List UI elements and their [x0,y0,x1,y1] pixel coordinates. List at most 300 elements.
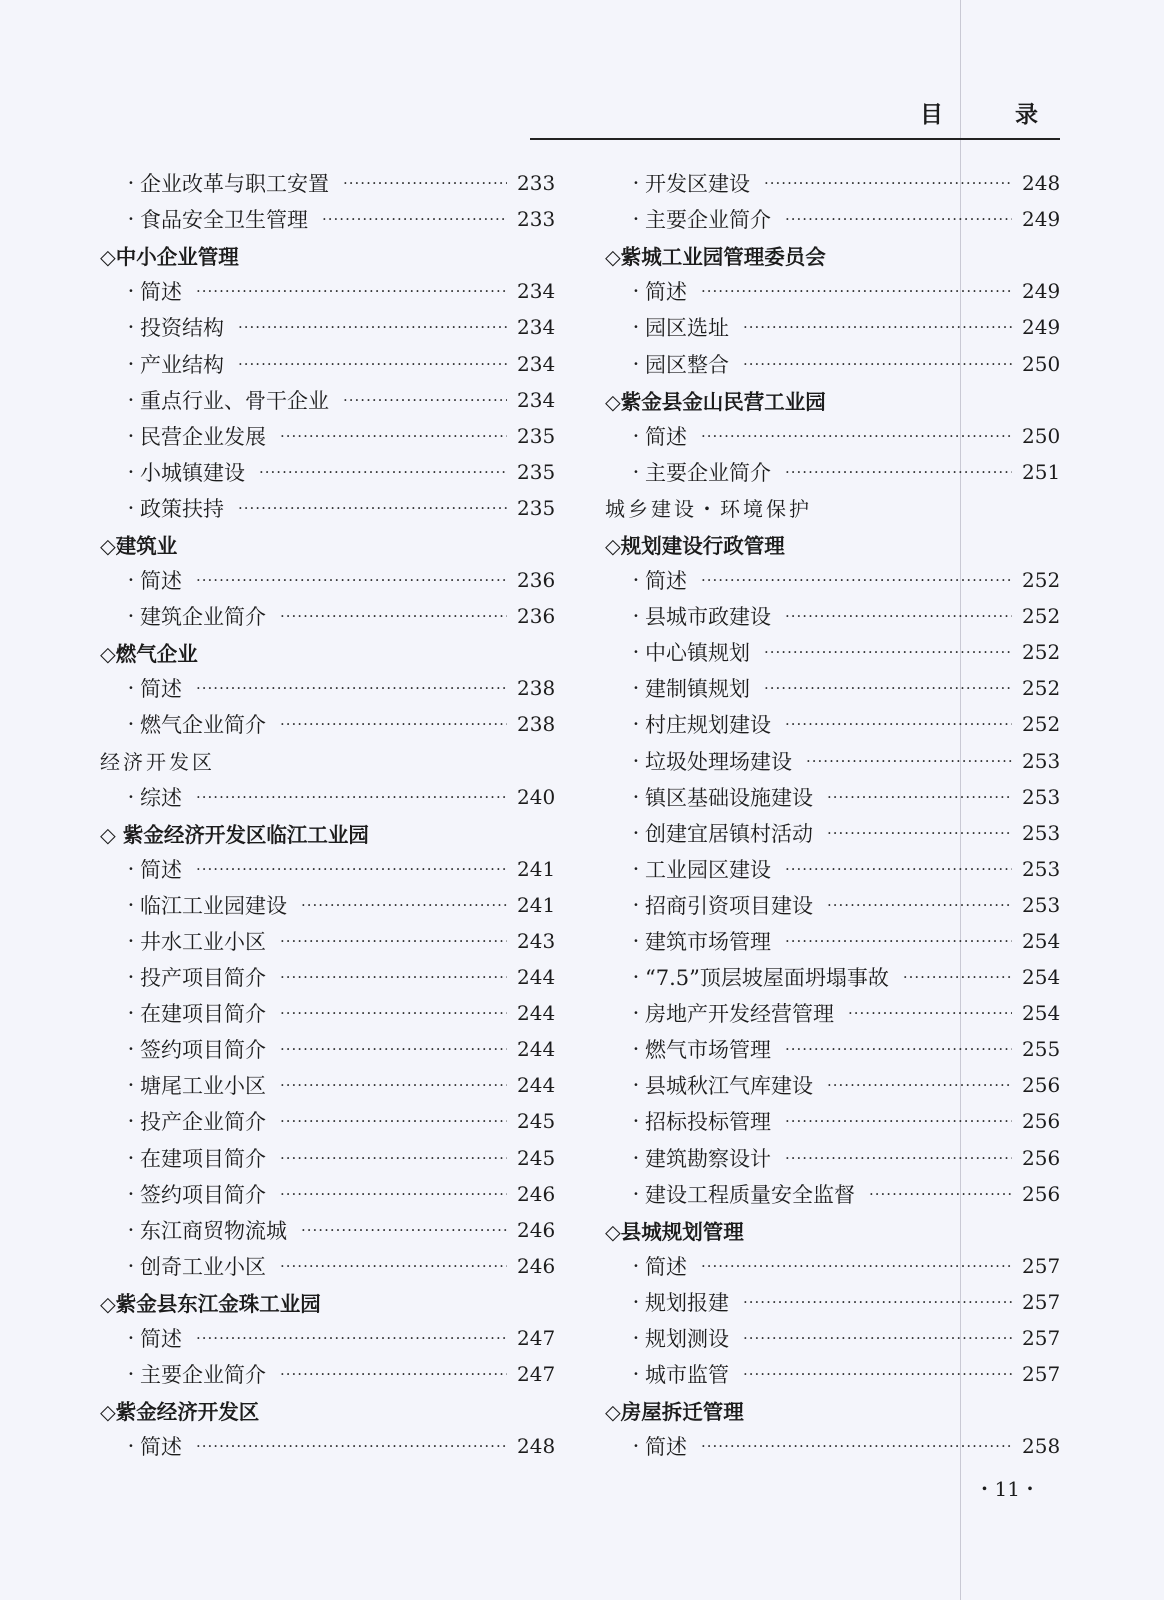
dot-leader [743,1293,1012,1311]
bullet-dot-icon: · [632,604,640,629]
toc-entry-title: 临江工业园建设 [140,893,287,918]
bullet-dot-icon: · [127,1181,135,1206]
bullet-dot-icon: · [127,1001,135,1026]
toc-entry-page: 257 [1022,1289,1061,1314]
toc-entry-page: 235 [517,495,556,520]
dot-leader [280,1257,507,1275]
bullet-dot-icon: · [632,1037,640,1062]
toc-entry-title: 简述 [140,1435,182,1460]
toc-entry-title: 签约项目简介 [140,1038,266,1063]
toc-entry-title: 镇区基础设施建设 [645,785,813,810]
dot-leader [764,643,1012,661]
toc-entry-title: 园区整合 [645,352,729,377]
dot-leader [238,499,507,517]
bullet-dot-icon: · [127,423,135,448]
bullet-dot-icon: · [127,495,135,520]
bullet-dot-icon: · [632,351,640,376]
dot-leader [827,896,1012,914]
dot-leader [280,1040,507,1058]
toc-entry-title: 村庄规划建设 [645,713,771,738]
toc-entry [100,851,555,887]
toc-entry-title: 房地产开发经营管理 [645,1002,834,1027]
toc-entry-page: 254 [1022,929,1061,954]
toc-entry-page: 254 [1022,965,1061,990]
toc-entry-page: 256 [1022,1145,1061,1170]
bullet-dot-icon: · [632,676,640,701]
toc-entry [605,887,1060,923]
dot-leader [869,1185,1012,1203]
toc-entry [605,345,1060,381]
toc-entry-title: 创建宜居镇村活动 [645,821,813,846]
toc-entry-title: 主要企业简介 [645,460,771,485]
toc-entry [100,165,555,201]
bullet-dot-icon: · [127,676,135,701]
toc-entry [100,345,555,381]
toc-entry [605,201,1060,237]
bullet-dot-icon: · [632,929,640,954]
bullet-dot-icon: · [632,784,640,809]
toc-entry [605,670,1060,706]
toc-entry-page: 245 [517,1109,556,1134]
toc-entry [100,201,555,237]
dot-leader [196,571,507,589]
toc-entry [605,923,1060,959]
bullet-dot-icon: · [632,1253,640,1278]
dot-leader [785,1040,1012,1058]
toc-entry [605,743,1060,779]
dot-leader [280,1149,507,1167]
dot-leader [196,860,507,878]
bullet-dot-icon: · [632,1362,640,1387]
toc-entry [605,634,1060,670]
dot-leader [343,391,507,409]
bullet-dot-icon: · [632,640,640,665]
header-title: 目 录 [919,102,1070,128]
toc-entry-page: 241 [517,892,556,917]
toc-category-heading: ◇ 紫金经济开发区临江工业园 [100,822,369,847]
dot-leader [827,1076,1012,1094]
toc-entry-page: 243 [517,929,556,954]
toc-entry-page: 253 [1022,856,1061,881]
bullet-dot-icon: · [127,892,135,917]
bullet-dot-icon: · [632,820,640,845]
dot-leader [196,1437,507,1455]
dot-leader [785,210,1012,228]
toc-entry-page: 250 [1022,423,1061,448]
toc-entry [605,995,1060,1031]
bullet-dot-icon: · [127,1217,135,1242]
toc-entry-page: 236 [517,604,556,629]
toc-entry-page: 249 [1022,315,1061,340]
bullet-dot-icon: · [127,1037,135,1062]
toc-entry-title: 投产企业简介 [140,1110,266,1135]
bullet-dot-icon: · [632,459,640,484]
toc-entry-page: 253 [1022,892,1061,917]
toc-entry-page: 238 [517,676,556,701]
toc-entry-page: 244 [517,965,556,990]
dot-leader [827,788,1012,806]
toc-entry-title: 招标投标管理 [645,1110,771,1135]
bullet-dot-icon: · [632,1326,640,1351]
toc-entry [100,779,555,815]
dot-leader [196,788,507,806]
toc-entry-page: 246 [517,1217,556,1242]
toc-entry-title: 主要企业简介 [645,208,771,233]
dot-leader [280,1076,507,1094]
bullet-dot-icon: · [127,387,135,412]
dot-leader [280,427,507,445]
toc-entry-title: 重点行业、骨干企业 [140,388,329,413]
toc-entry-title: 建筑勘察设计 [645,1146,771,1171]
dot-leader [701,571,1012,589]
toc-entry [605,1320,1060,1356]
toc-entry-title: 中心镇规划 [645,641,750,666]
dot-leader [280,1185,507,1203]
toc-entry-title: 建设工程质量安全监督 [645,1182,855,1207]
bullet-dot-icon: · [127,1109,135,1134]
dot-leader [280,968,507,986]
dot-leader [301,1221,507,1239]
toc-entry-page: 252 [1022,712,1061,737]
toc-entry-title: 垃圾处理场建设 [645,749,792,774]
dot-leader [280,607,507,625]
toc-entry-page: 253 [1022,748,1061,773]
toc-entry-title: 塘尾工业小区 [140,1074,266,1099]
toc-entry [605,706,1060,742]
bullet-dot-icon: · [127,1073,135,1098]
bullet-dot-icon: · [127,459,135,484]
toc-entry-page: 235 [517,459,556,484]
toc-entry [605,165,1060,201]
toc-entry-page: 236 [517,568,556,593]
dot-leader [785,715,1012,733]
page-number: ・11・ [974,1477,1040,1501]
toc-entry-title: 建制镇规划 [645,677,750,702]
toc-entry [100,1140,555,1176]
toc-category-heading: ◇紫金县东江金珠工业园 [100,1291,321,1316]
toc-entry [100,1428,555,1464]
toc-entry-title: 企业改革与职工安置 [140,172,329,197]
bullet-dot-icon: · [127,351,135,376]
toc-entry-page: 240 [517,784,556,809]
dot-leader [701,1437,1012,1455]
bullet-dot-icon: · [127,929,135,954]
toc-entry-page: 255 [1022,1037,1061,1062]
toc-entry [100,598,555,634]
bullet-dot-icon: · [632,965,640,990]
toc-entry [100,1176,555,1212]
toc-entry-page: 247 [517,1362,556,1387]
toc-entry-page: 252 [1022,604,1061,629]
toc-entry-title: 小城镇建设 [140,460,245,485]
toc-entry [605,959,1060,995]
toc-entry-title: 综述 [140,785,182,810]
toc-entry-page: 238 [517,712,556,737]
bullet-dot-icon: · [632,423,640,448]
dot-leader [196,282,507,300]
toc-entry-title: 简述 [645,280,687,305]
toc-entry-page: 241 [517,856,556,881]
bullet-dot-icon: · [127,1145,135,1170]
toc-entry-title: 简述 [140,569,182,594]
toc-entry-page: 234 [517,387,556,412]
dot-leader [785,1149,1012,1167]
toc-entry [605,1284,1060,1320]
toc-entry-page: 246 [517,1181,556,1206]
toc-entry-page: 252 [1022,568,1061,593]
dot-leader [903,968,1012,986]
toc-entry-title: 民营企业发展 [140,424,266,449]
dot-leader [196,679,507,697]
bullet-dot-icon: · [127,1434,135,1459]
toc-entry-title: 简述 [140,280,182,305]
toc-entry [100,959,555,995]
toc-entry [100,670,555,706]
toc-entry-page: 256 [1022,1181,1061,1206]
toc-entry [100,995,555,1031]
toc-entry [100,1103,555,1139]
dot-leader [343,174,507,192]
toc-entry-title: 建筑企业简介 [140,605,266,630]
toc-entry-title: 简述 [140,1327,182,1352]
toc-entry-page: 234 [517,315,556,340]
bullet-dot-icon: · [127,856,135,881]
toc-entry [100,923,555,959]
toc-entry [605,851,1060,887]
toc-entry-page: 257 [1022,1326,1061,1351]
toc-entry [100,454,555,490]
dot-leader [785,860,1012,878]
dot-leader [259,463,507,481]
toc-section-heading: 城乡建设・环境保护 [605,497,812,522]
toc-entry [100,1248,555,1284]
toc-entry-title: 在建项目简介 [140,1146,266,1171]
toc-entry-title: 招商引资项目建设 [645,893,813,918]
toc-entry [100,273,555,309]
toc-entry [100,418,555,454]
bullet-dot-icon: · [632,568,640,593]
toc-entry [605,309,1060,345]
bullet-dot-icon: · [632,171,640,196]
toc-category-heading: ◇紫城工业园管理委员会 [605,245,826,270]
toc-entry [100,1356,555,1392]
dot-leader [785,1112,1012,1130]
toc-entry-title: 县城秋江气库建设 [645,1074,813,1099]
bullet-dot-icon: · [632,856,640,881]
toc-entry [605,1103,1060,1139]
toc-entry-title: 简述 [140,677,182,702]
dot-leader [196,1329,507,1347]
toc-entry [100,562,555,598]
toc-entry [605,598,1060,634]
toc-entry-page: 252 [1022,676,1061,701]
bullet-dot-icon: · [632,1434,640,1459]
toc-entry [100,309,555,345]
toc-entry-page: 248 [517,1434,556,1459]
bullet-dot-icon: · [632,1073,640,1098]
dot-leader [280,715,507,733]
toc-entry-page: 249 [1022,279,1061,304]
bullet-dot-icon: · [127,784,135,809]
dot-leader [238,318,507,336]
toc-entry [605,418,1060,454]
dot-leader [701,427,1012,445]
toc-entry-title: 园区选址 [645,316,729,341]
dot-leader [701,282,1012,300]
toc-entry-page: 244 [517,1037,556,1062]
toc-entry-title: 建筑市场管理 [645,930,771,955]
toc-entry-title: 燃气市场管理 [645,1038,771,1063]
dot-leader [785,607,1012,625]
bullet-dot-icon: · [632,1181,640,1206]
dot-leader [280,932,507,950]
bullet-dot-icon: · [632,892,640,917]
bullet-dot-icon: · [127,1326,135,1351]
dot-leader [848,1004,1012,1022]
toc-entry [605,1356,1060,1392]
toc-category-heading: ◇县城规划管理 [605,1219,744,1244]
bullet-dot-icon: · [632,1145,640,1170]
toc-entry-page: 234 [517,279,556,304]
bullet-dot-icon: · [632,1001,640,1026]
toc-entry-title: 规划报建 [645,1290,729,1315]
toc-entry [100,1067,555,1103]
dot-leader [280,1365,507,1383]
toc-entry-title: 井水工业小区 [140,930,266,955]
page-header [530,92,1070,140]
toc-entry-title: 规划测设 [645,1327,729,1352]
toc-entry-page: 244 [517,1073,556,1098]
toc-entry [605,1031,1060,1067]
toc-entry-title: 签约项目简介 [140,1182,266,1207]
dot-leader [743,1365,1012,1383]
toc-right-column [605,165,1060,1464]
bullet-dot-icon: · [127,568,135,593]
dot-leader [764,174,1012,192]
toc-category-heading: ◇规划建设行政管理 [605,533,785,558]
toc-entry-title: 创奇工业小区 [140,1254,266,1279]
bullet-dot-icon: · [127,279,135,304]
dot-leader [743,1329,1012,1347]
bullet-dot-icon: · [127,1253,135,1278]
toc-entry-title: 在建项目简介 [140,1002,266,1027]
toc-entry-page: 257 [1022,1362,1061,1387]
bullet-dot-icon: · [127,712,135,737]
bullet-dot-icon: · [127,315,135,340]
dot-leader [280,1004,507,1022]
toc-entry-page: 245 [517,1145,556,1170]
toc-entry-title: 工业园区建设 [645,857,771,882]
toc-entry-title: 县城市政建设 [645,605,771,630]
bullet-dot-icon: · [632,1289,640,1314]
toc-entry-page: 253 [1022,820,1061,845]
toc-entry [605,273,1060,309]
toc-category-heading: ◇紫金县金山民营工业园 [605,389,826,414]
dot-leader [743,355,1012,373]
dot-leader [764,679,1012,697]
toc-entry-title: 简述 [140,857,182,882]
bullet-dot-icon: · [632,712,640,737]
toc-entry-page: 247 [517,1326,556,1351]
bullet-dot-icon: · [632,279,640,304]
toc-entry-page: 252 [1022,640,1061,665]
toc-entry-title: 开发区建设 [645,172,750,197]
toc-entry [605,562,1060,598]
toc-entry [100,1212,555,1248]
toc-section-heading: 经济开发区 [100,750,215,775]
toc-entry [605,1140,1060,1176]
bullet-dot-icon: · [632,1109,640,1134]
toc-entry-page: 233 [517,171,556,196]
toc-entry-page: 256 [1022,1109,1061,1134]
toc-entry [605,1176,1060,1212]
toc-entry-title: 东江商贸物流城 [140,1218,287,1243]
toc-entry [605,454,1060,490]
bullet-dot-icon: · [127,965,135,990]
toc-entry-title: 投产项目简介 [140,966,266,991]
toc-entry [605,1067,1060,1103]
toc-entry-page: 254 [1022,1001,1061,1026]
toc-entry [100,1320,555,1356]
dot-leader [238,355,507,373]
toc-category-heading: ◇燃气企业 [100,642,198,667]
dot-leader [827,824,1012,842]
bullet-dot-icon: · [127,207,135,232]
toc-entry-title: 食品安全卫生管理 [140,208,308,233]
toc-entry-title: 城市监管 [645,1363,729,1388]
toc-entry [605,779,1060,815]
toc-category-heading: ◇中小企业管理 [100,245,239,270]
dot-leader [806,752,1012,770]
dot-leader [280,1112,507,1130]
toc-entry [100,490,555,526]
toc-entry-page: 256 [1022,1073,1061,1098]
dot-leader [301,896,507,914]
toc-entry-title: 简述 [645,569,687,594]
toc-category-heading: ◇紫金经济开发区 [100,1400,260,1425]
toc-entry-page: 251 [1022,459,1061,484]
bullet-dot-icon: · [632,748,640,773]
toc-category-heading: ◇房屋拆迁管理 [605,1400,744,1425]
bullet-dot-icon: · [632,207,640,232]
toc-entry-page: 258 [1022,1434,1061,1459]
toc-entry-title: 产业结构 [140,352,224,377]
toc-entry-page: 253 [1022,784,1061,809]
bullet-dot-icon: · [127,1362,135,1387]
toc-entry-title: 简述 [645,1254,687,1279]
toc-entry-title: 投资结构 [140,316,224,341]
dot-leader [785,932,1012,950]
toc-entry-title: 简述 [645,1435,687,1460]
bullet-dot-icon: · [127,604,135,629]
dot-leader [785,463,1012,481]
toc-entry [100,887,555,923]
toc-entry-title: 政策扶持 [140,496,224,521]
dot-leader [322,210,507,228]
toc-entry-page: 248 [1022,171,1061,196]
bullet-dot-icon: · [632,315,640,340]
toc-entry-page: 246 [517,1253,556,1278]
toc-category-heading: ◇建筑业 [100,533,178,558]
toc-entry-page: 249 [1022,207,1061,232]
toc-entry-page: 244 [517,1001,556,1026]
toc-entry-page: 250 [1022,351,1061,376]
toc-entry-page: 235 [517,423,556,448]
toc-entry-title: “7.5”顶层坡屋面坍塌事故 [645,966,889,991]
toc-entry [605,1428,1060,1464]
bullet-dot-icon: · [127,171,135,196]
toc-entry [100,706,555,742]
